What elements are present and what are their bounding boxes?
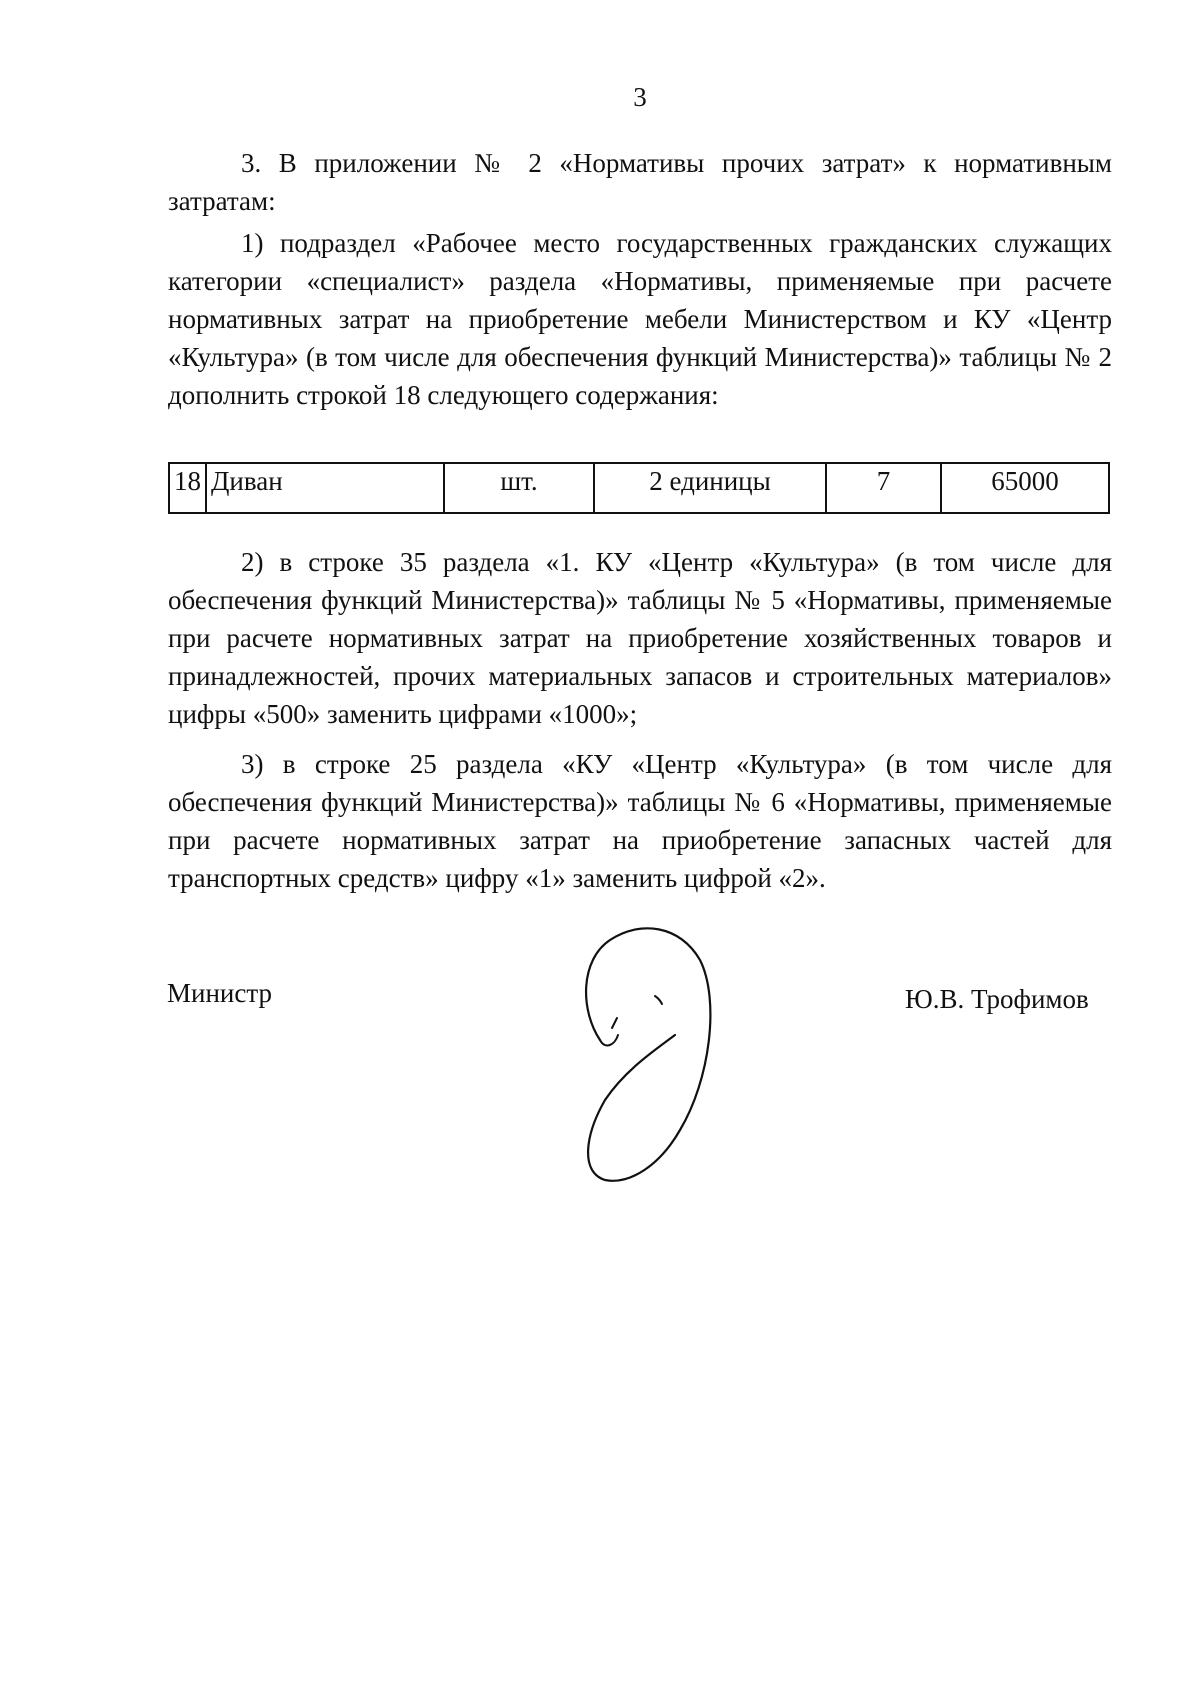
term-cell: 7 [826,463,941,513]
row-number-cell: 18 [169,463,206,513]
item-name-cell: Диван [206,463,444,513]
paragraph-item-2: 2) в строке 35 раздела «1. КУ «Центр «Культура» (в том числе для обеспечения функций Министерства)» таблицы № 5 «Нормативы, применяемые при расчете нормативных затрат на приобретение хозяйственных товаров и принадлежностей, прочих материальных запасов и строительных материалов» цифры «500» заменить цифрами «1000»; [168,547,1112,729]
added-row-table [168,462,1110,514]
signer-name: Ю.В. Трофимов [905,984,1089,1014]
signer-title: Министр [167,978,272,1008]
paragraph-item-3: 3) в строке 25 раздела «КУ «Центр «Культура» (в том числе для обеспечения функций Министерства)» таблицы № 6 «Нормативы, применяемые при расчете нормативных затрат на приобретение запасных частей для транспортных средств» цифру «1» заменить цифрой «2». [168,749,1112,893]
table-row [169,463,1109,513]
paragraph-appendix-2: 3. В приложении № 2 «Нормативы прочих затрат» к нормативным затратам: [168,148,1112,216]
unit-cell: шт. [444,463,594,513]
paragraph-item-1: 1) подраздел «Рабочее место государственных гражданских служащих категории «специалист» раздела «Нормативы, применяемые при расчете нормативных затрат на приобретение мебели Министерством и КУ «Центр «Культура» (в том числе для обеспечения функций Министерства)» таблицы № 2 дополнить строкой 18 следующего содержания: [168,228,1112,410]
handwritten-signature [560,900,760,1200]
page-number: 3 [633,82,647,112]
price-cell: 65000 [941,463,1109,513]
quantity-cell: 2 единицы [594,463,826,513]
